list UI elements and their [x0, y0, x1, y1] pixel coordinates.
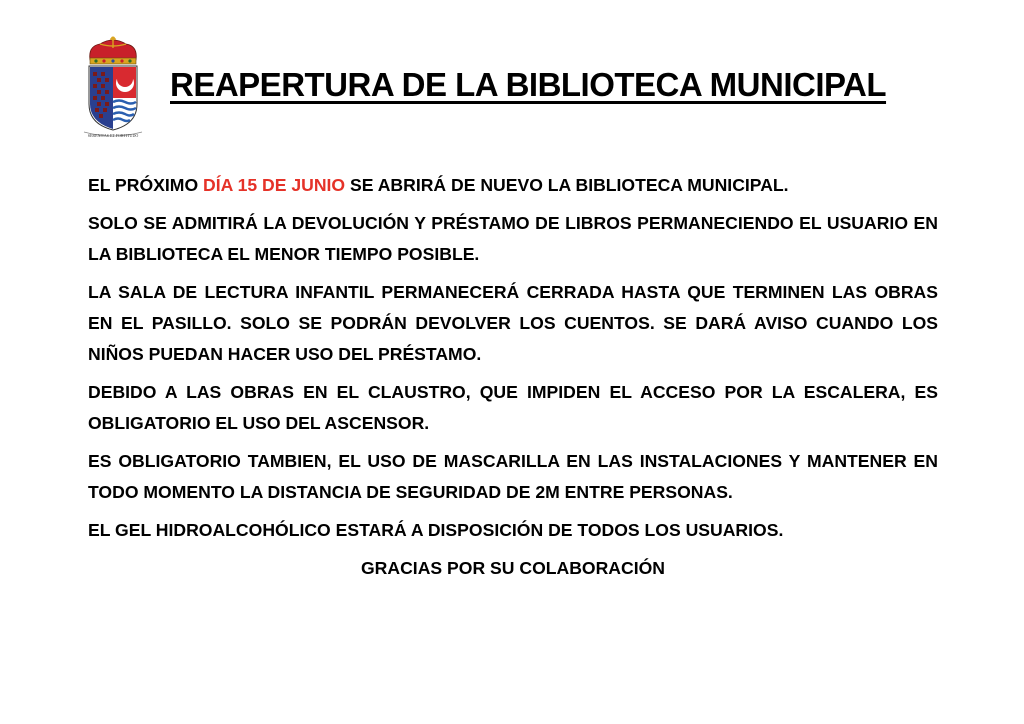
paragraph-childrens-room: LA SALA DE LECTURA INFANTIL PERMANECERÁ CERRADA HASTA QUE TERMINEN LAS OBRAS EN EL PASILLO. SOLO SE PODRÁN DEVOLVER LOS CUENTOS. SE DARÁ AVISO CUANDO LOS NIÑOS PUEDAN HACER USO DEL PRÉSTAMO.: [88, 282, 938, 364]
page-title: REAPERTURA DE LA BIBLIOTECA MUNICIPAL: [170, 66, 887, 103]
municipal-coat-of-arms-icon: [80, 36, 146, 140]
paragraph-reopening-date: [88, 170, 938, 201]
paragraph-elevator: DEBIDO A LAS OBRAS EN EL CLAUSTRO, QUE IMPIDEN EL ACCESO POR LA ESCALERA, ES OBLIGATORIO EL USO DEL ASCENSOR.: [88, 382, 938, 433]
crown-icon: [90, 37, 137, 65]
paragraph-text-before: EL PRÓXIMO: [88, 175, 204, 195]
paragraph-loans: SOLO SE ADMITIRÁ LA DEVOLUCIÓN Y PRÉSTAMO DE LIBROS PERMANECIENDO EL USUARIO EN LA BIBLIOTECA EL MENOR TIEMPO POSIBLE.: [88, 213, 938, 264]
paragraph-mask: ES OBLIGATORIO TAMBIEN, EL USO DE MASCARILLA EN LAS INSTALACIONES Y MANTENER EN TODO MOMENTO LA DISTANCIA DE SEGURIDAD DE 2M ENTRE PERSONAS.: [88, 451, 938, 502]
svg-text:SERENITAS ET FORTITUDO: SERENITAS ET FORTITUDO: [87, 133, 139, 138]
notice-body: [88, 170, 938, 591]
highlighted-date: DÍA 15 DE JUNIO: [203, 175, 346, 195]
thanks-message: GRACIAS POR SU COLABORACIÓN: [361, 558, 665, 578]
paragraph-text-after: SE ABRIRÁ DE NUEVO LA BIBLIOTECA MUNICIPAL.: [345, 175, 789, 195]
paragraph-hand-gel: EL GEL HIDROALCOHÓLICO ESTARÁ A DISPOSICIÓN DE TODOS LOS USUARIOS.: [88, 520, 784, 540]
